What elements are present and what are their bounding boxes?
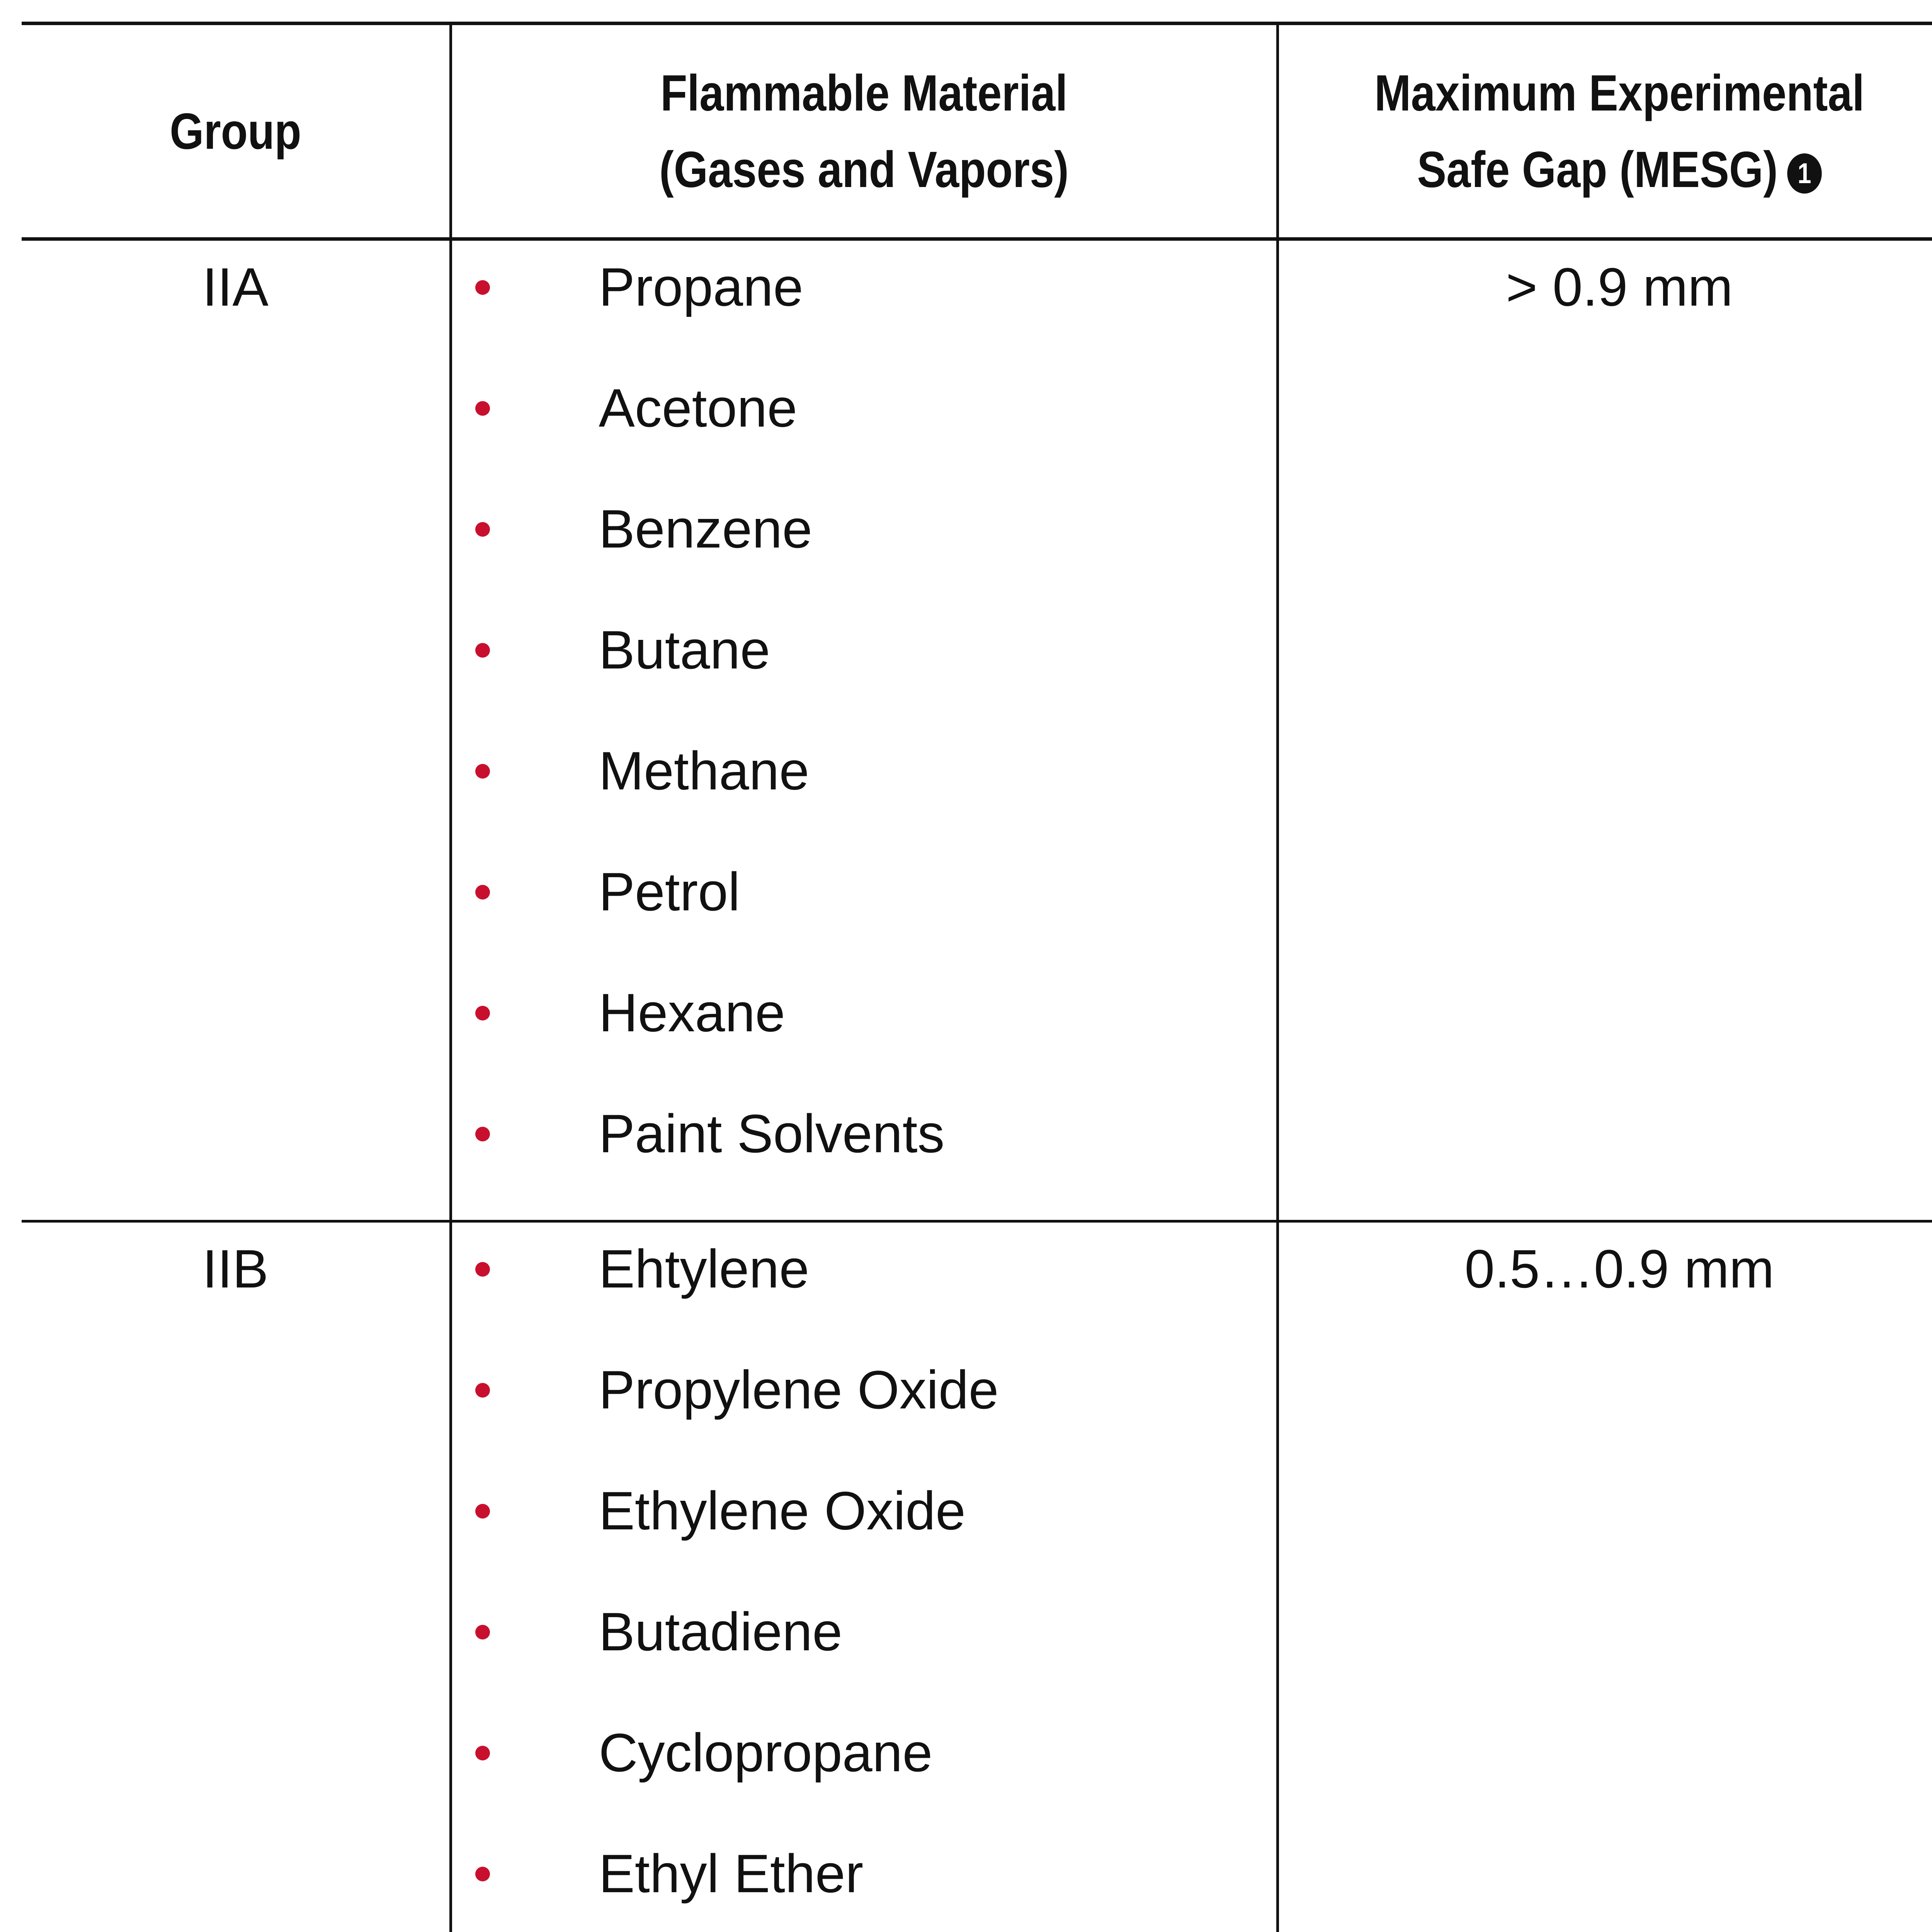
mesg-value: 0.5…0.9 mm [1464,1238,1774,1299]
header-group-label: Group [170,102,301,160]
bullet-icon [475,1867,490,1881]
material-cell [451,1221,1277,1932]
material-name: Propane [599,257,803,317]
table-row [22,1221,1932,1932]
list-item [452,1351,1276,1472]
list-item [452,611,1276,732]
list-item [452,974,1276,1095]
bullet-icon [475,1625,490,1639]
list-item [452,248,1276,369]
footnote-marker-icon: 1 [1787,153,1821,194]
material-name: Benzene [599,498,813,559]
material-name: Ethylene Oxide [599,1480,966,1541]
material-cell [451,239,1277,1221]
header-material-line1: Flammable Material [660,64,1068,121]
list-item [452,853,1276,974]
list-item [452,1593,1276,1714]
bullet-icon [475,1504,490,1519]
bullet-icon [475,401,490,416]
material-name: Propylene Oxide [599,1359,999,1420]
header-material [509,24,1219,239]
material-list [452,241,1276,1220]
bullet-icon [475,885,490,900]
list-item [452,1714,1276,1835]
material-name: Acetone [599,378,798,438]
material-name: Butadiene [599,1601,843,1662]
table-header [22,24,1932,239]
list-item [452,369,1276,490]
list-item [452,1835,1276,1932]
group-cell [22,239,451,1221]
material-name: Ethyl Ether [599,1843,864,1904]
bullet-icon [475,522,490,537]
list-item [452,1095,1276,1216]
header-mesg-line2: Safe Gap (MESG) [1417,141,1778,198]
group-cell [22,1221,451,1932]
mesg-value: > 0.9 mm [1506,257,1733,317]
material-name: Paint Solvents [599,1103,945,1164]
material-name: Butane [599,619,770,680]
header-row [22,24,1932,239]
bullet-icon [475,1746,490,1760]
table-row [22,239,1932,1221]
mesg-cell [1277,239,1932,1221]
material-name: Petrol [599,861,740,922]
table-body [22,239,1932,1932]
bullet-icon [475,764,490,779]
header-mesg-line1: Maximum Experimental [1374,64,1865,121]
bullet-icon [475,1127,490,1141]
material-name: Ehtylene [599,1238,810,1299]
bullet-icon [475,643,490,658]
list-item [452,1472,1276,1593]
group-label: IIB [202,1238,269,1299]
header-mesg-line2-wrap [1327,131,1912,208]
group-label: IIA [202,257,269,317]
mesg-cell [1277,1221,1932,1932]
header-mesg [1325,24,1913,239]
list-item [452,1230,1276,1351]
bullet-icon [475,1262,490,1277]
material-name: Hexane [599,982,786,1043]
material-name: Methane [599,740,810,801]
bullet-icon [475,280,490,295]
header-material-line2: (Gases and Vapors) [659,141,1069,198]
material-list [452,1223,1276,1932]
material-name: Cyclopropane [599,1722,933,1783]
bullet-icon [475,1006,490,1020]
list-item [452,732,1276,853]
bullet-icon [475,1383,490,1398]
gas-group-table [22,22,1932,1932]
list-item [452,490,1276,611]
header-group [52,24,421,239]
